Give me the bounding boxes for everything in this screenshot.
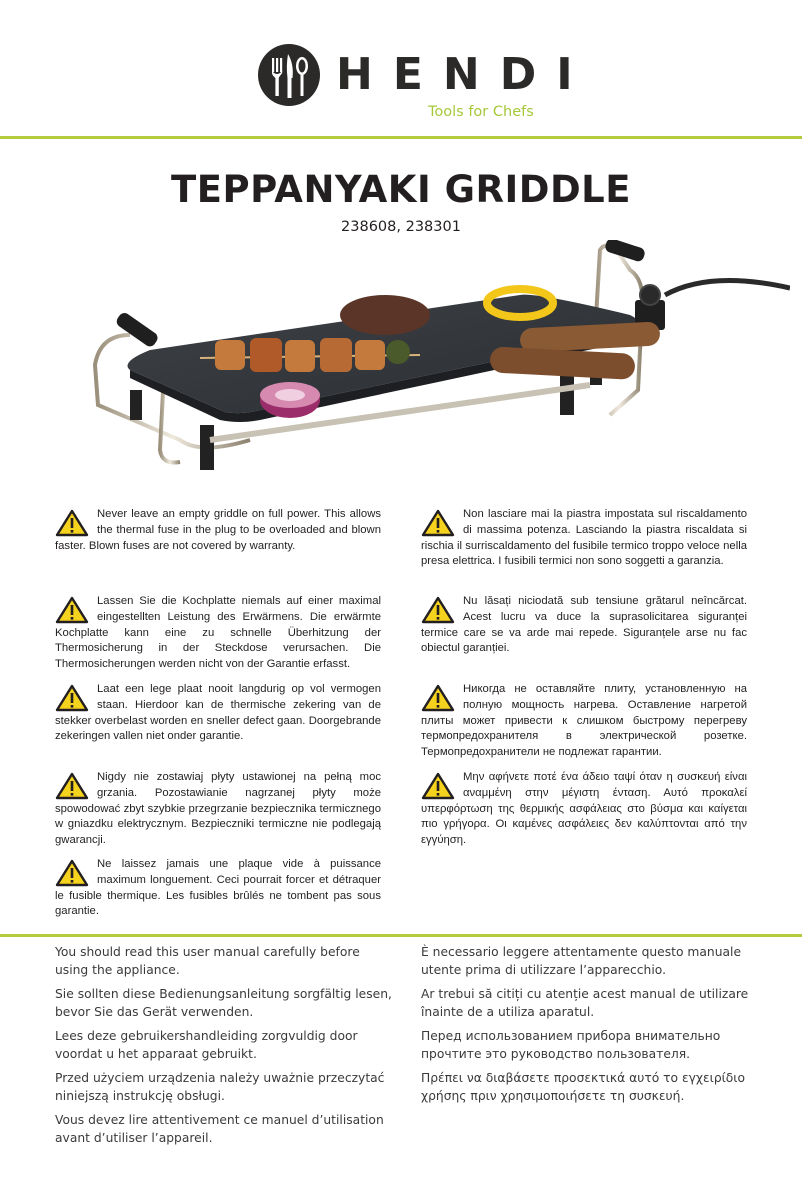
warning-de <box>55 594 381 673</box>
warning-triangle-icon <box>421 509 455 537</box>
warning-nl <box>55 682 381 745</box>
warning-triangle-icon <box>421 596 455 624</box>
page-title: TEPPANYAKI GRIDDLE <box>170 168 632 211</box>
note-ru: Перед использованием прибора внимательно прочтите это руководство пользователя. <box>421 1029 721 1061</box>
warning-triangle-icon <box>55 859 89 887</box>
warning-text: Nu lăsați niciodată sub tensiune grătarul neîncărcat. Acest lucru va duce la suprasolicitarea siguranței termice care se va arde mai repede. Siguranțele arse nu fac obiectul garanției. <box>421 595 747 655</box>
warning-text: Non lasciare mai la piastra impostata sul riscaldamento di massima potenza. Lasciando la piastra riscaldata si rischia il surriscaldamento del fusibile termico troppo veloce nella presa elettrica. I fusibili termici non sono soggetti a garanzia. <box>421 508 747 568</box>
warning-text: Nigdy nie zostawiaj płyty ustawionej na pełną moc grzania. Pozostawianie nagrzanej płyty może spowodować zbyt szybkie przegrzanie bezpiecznika termicznego w gniazdku elektrycznym. Bezpieczniki termiczne nie podlegają gwarancji. <box>55 771 381 847</box>
fork-knife-spoon-icon <box>258 44 320 106</box>
read-manual-left <box>55 944 395 1154</box>
brand-tagline: Tools for Chefs <box>428 104 534 120</box>
warning-text: Ne laissez jamais une plaque vide à puissance maximum longuement. Ceci pourrait forcer et détraquer le fusible thermique. Les fusibles brûlés ne tombent pas sous garantie. <box>55 858 381 918</box>
header-divider <box>0 136 802 139</box>
warning-triangle-icon <box>55 772 89 800</box>
brand-name: HENDI <box>336 49 593 100</box>
warning-text: Lassen Sie die Kochplatte niemals auf einer maximal eingestellten Leistung des Erwärmens. Die erwärmte Kochplatte kann eine zu schnelle Überhitzung der Thermosicherung in der Steckdose verursachen. Die Thermosicherungen werden nicht von der Garantie erfasst. <box>55 595 381 671</box>
warning-triangle-icon <box>55 596 89 624</box>
warning-text: Никогда не оставляйте плиту, установленную на полную мощность нагрева. Оставление нагретой плиты может привести к слишком быстрому перегреву термопредохранителя в электрической розетке. Термопредохранители не подлежат гарантии. <box>421 683 747 759</box>
note-el: Πρέπει να διαβάσετε προσεκτικά αυτό το εγχειρίδιο χρήσης πριν χρησιμοποιήσετε τη συσκευή. <box>421 1071 745 1103</box>
section-divider <box>0 934 802 937</box>
warning-fr <box>55 857 381 920</box>
read-manual-right <box>421 944 761 1112</box>
warning-triangle-icon <box>55 509 89 537</box>
warning-triangle-icon <box>421 772 455 800</box>
warning-ru <box>421 682 747 761</box>
model-numbers: 238608, 238301 <box>341 219 461 235</box>
note-en: You should read this user manual carefully before using the appliance. <box>55 945 360 977</box>
note-fr: Vous devez lire attentivement ce manuel d’utilisation avant d’utiliser l’appareil. <box>55 1113 384 1145</box>
teppanyaki-griddle-photo <box>90 240 790 485</box>
warning-text: Never leave an empty griddle on full power. This allows the thermal fuse in the plug to be overloaded and blown faster. Blown fuses are not covered by warranty. <box>55 508 381 552</box>
note-it: È necessario leggere attentamente questo manuale utente prima di utilizzare l’apparecchio. <box>421 945 742 977</box>
note-pl: Przed użyciem urządzenia należy uważnie przeczytać niniejszą instrukcję obsługi. <box>55 1071 385 1103</box>
warning-ro <box>421 594 747 657</box>
warning-triangle-icon <box>421 684 455 712</box>
warning-text: Μην αφήνετε ποτέ ένα άδειο ταψί όταν η συσκευή είναι αναμμένη στην μέγιστη ένταση. Αυτό προκαλεί υπερφόρτωση της θερμικής ασφάλειας στο βύσμα και καίγεται πιο γρήγορα. Οι καμένες ασφάλειες δεν καλύπτονται από την εγγύηση. <box>421 771 747 847</box>
warning-text: Laat een lege plaat nooit langdurig op vol vermogen staan. Hierdoor kan de thermische zekering van de stekker overbelast worden en sneller defect gaan. Doorgebrande zekeringen vallen niet onder garantie. <box>55 683 381 743</box>
note-ro: Ar trebui să citiți cu atenție acest manual de utilizare înainte de a utiliza aparatul. <box>421 987 749 1019</box>
warning-it <box>421 507 747 570</box>
hendi-logo <box>258 40 593 130</box>
warning-triangle-icon <box>55 684 89 712</box>
warning-el <box>421 770 747 849</box>
note-nl: Lees deze gebruikershandleiding zorgvuldig door voordat u het apparaat gebruikt. <box>55 1029 358 1061</box>
warning-pl <box>55 770 381 849</box>
warning-en <box>55 507 381 554</box>
note-de: Sie sollten diese Bedienungsanleitung sorgfältig lesen, bevor Sie das Gerät verwenden. <box>55 987 392 1019</box>
